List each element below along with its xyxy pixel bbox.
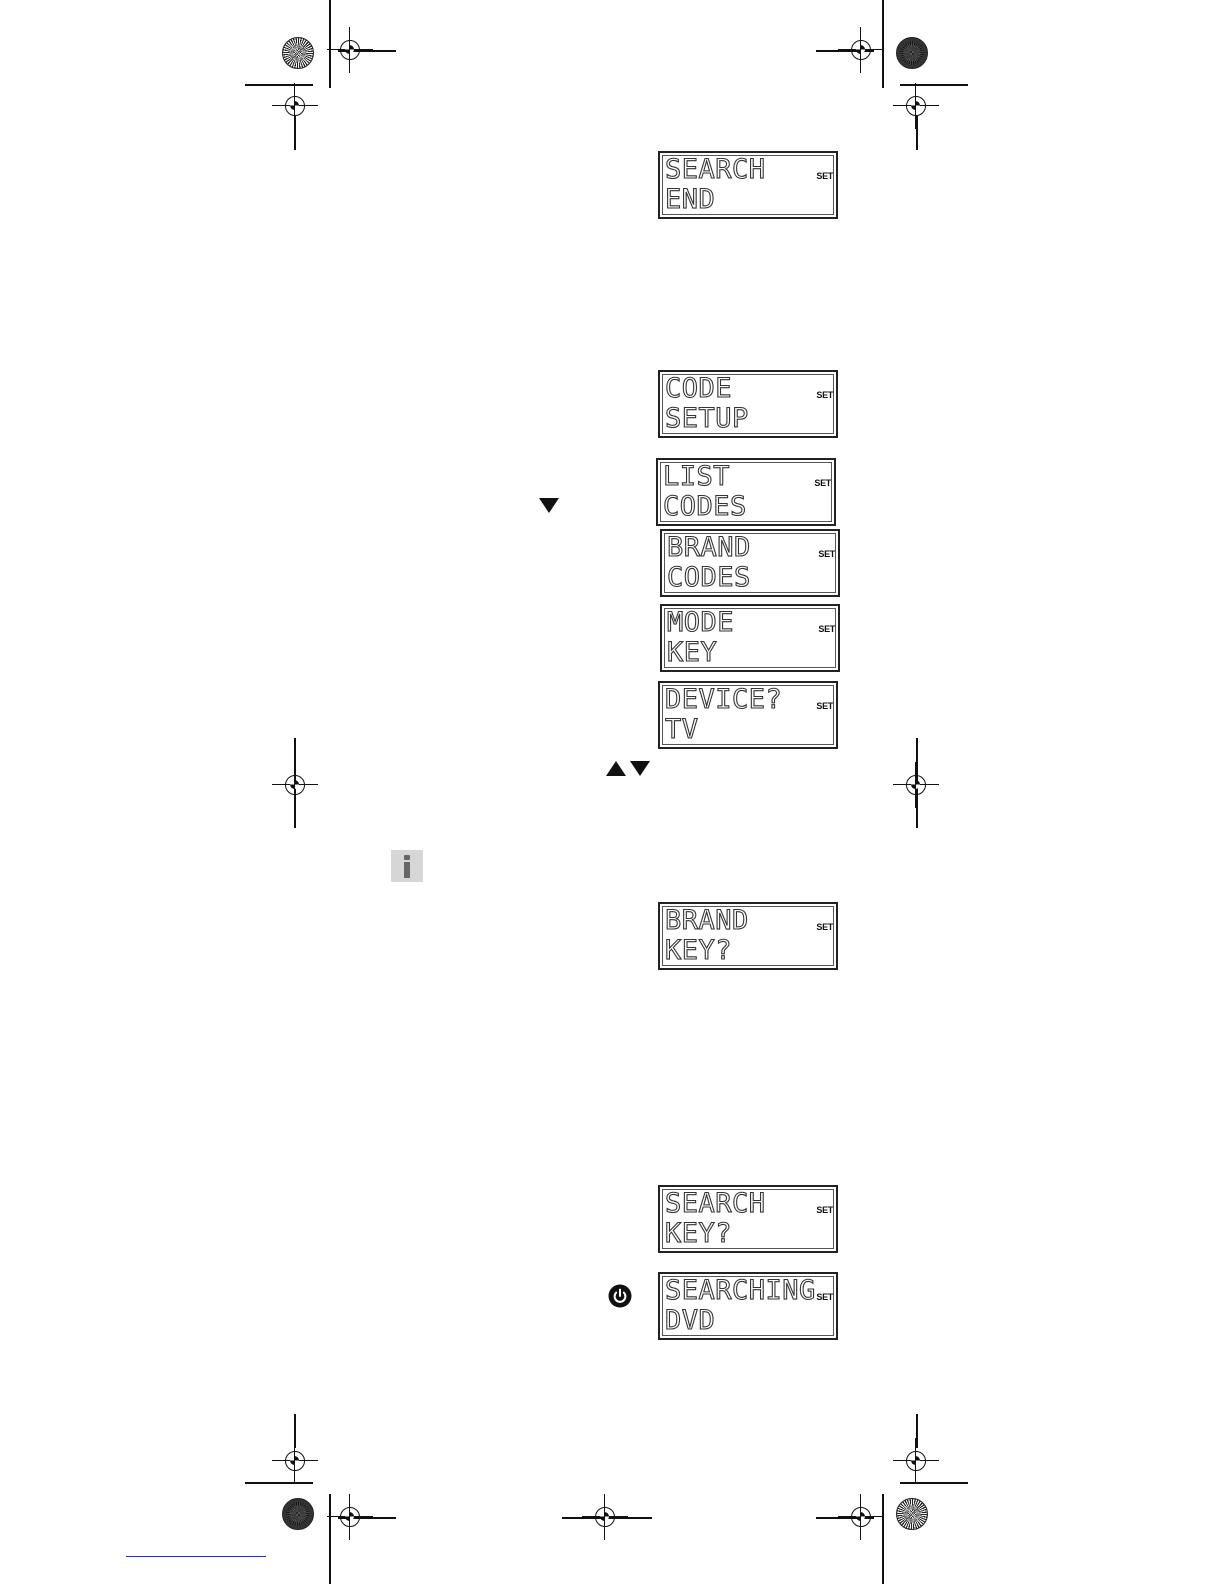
- footer-link-underline: [126, 1556, 266, 1557]
- lcd-display-device-tv: [658, 681, 838, 749]
- lcd-display-list-codes: [656, 458, 836, 526]
- lcd-line-2: DVD: [665, 1305, 716, 1336]
- crop-line: [900, 84, 968, 86]
- lcd-line-2: KEY?: [665, 935, 733, 966]
- crop-line: [882, 1494, 884, 1584]
- set-indicator: SET: [816, 922, 833, 932]
- registration-mark-icon: [906, 1451, 926, 1471]
- lcd-display-code-setup: [658, 370, 838, 438]
- star-target-icon: [282, 1498, 314, 1530]
- lcd-line-2: CODES: [667, 562, 751, 593]
- star-target-icon: [896, 1498, 928, 1530]
- crop-line: [245, 1482, 313, 1484]
- crop-line: [329, 1494, 331, 1584]
- lcd-line-1: SEARCH: [665, 1188, 766, 1219]
- lcd-line-2: KEY?: [665, 1218, 733, 1249]
- registration-mark-icon: [906, 775, 926, 795]
- set-indicator: SET: [816, 1292, 833, 1302]
- registration-mark-icon: [595, 1507, 615, 1527]
- lcd-line-2: END: [665, 184, 716, 215]
- set-indicator: SET: [818, 549, 835, 559]
- lcd-line-1: MODE: [667, 607, 735, 638]
- registration-mark-icon: [285, 1451, 305, 1471]
- star-target-icon: [896, 37, 928, 69]
- crop-line: [245, 84, 313, 86]
- lcd-line-2: TV: [665, 714, 699, 745]
- set-indicator: SET: [818, 624, 835, 634]
- crop-line: [882, 0, 884, 88]
- lcd-display-searching-dvd: [658, 1272, 838, 1340]
- registration-mark-icon: [285, 775, 305, 795]
- star-target-icon: [282, 37, 314, 69]
- lcd-line-1: BRAND: [667, 532, 751, 563]
- crop-line: [329, 0, 331, 88]
- down-arrow-icon: [539, 498, 559, 513]
- lcd-display-search-end: [658, 151, 838, 219]
- lcd-line-1: LIST: [663, 461, 731, 492]
- registration-mark-icon: [285, 96, 305, 116]
- registration-mark-icon: [906, 96, 926, 116]
- set-indicator: SET: [814, 478, 831, 488]
- lcd-display-brand-key: [658, 902, 838, 970]
- down-arrow-icon: [630, 761, 650, 776]
- lcd-line-2: KEY: [667, 637, 718, 668]
- lcd-display-brand-codes: [660, 529, 840, 597]
- set-indicator: SET: [816, 1205, 833, 1215]
- set-indicator: SET: [816, 701, 833, 711]
- crop-line: [900, 1482, 968, 1484]
- set-indicator: SET: [816, 390, 833, 400]
- registration-mark-icon: [340, 40, 360, 60]
- registration-mark-icon: [340, 1507, 360, 1527]
- set-indicator: SET: [816, 171, 833, 181]
- lcd-line-1: BRAND: [665, 905, 749, 936]
- lcd-line-1: SEARCHING: [665, 1275, 816, 1306]
- lcd-display-mode-key: [660, 604, 840, 672]
- lcd-line-1: CODE: [665, 373, 733, 404]
- lcd-line-1: SEARCH: [665, 154, 766, 185]
- info-icon: [391, 850, 423, 882]
- lcd-line-1: DEVICE?: [665, 684, 783, 715]
- lcd-line-2: CODES: [663, 491, 747, 522]
- registration-mark-icon: [851, 1507, 871, 1527]
- registration-mark-icon: [851, 40, 871, 60]
- up-arrow-icon: [606, 761, 626, 776]
- lcd-line-2: SETUP: [665, 403, 749, 434]
- power-icon: [608, 1284, 632, 1308]
- lcd-display-search-key: [658, 1185, 838, 1253]
